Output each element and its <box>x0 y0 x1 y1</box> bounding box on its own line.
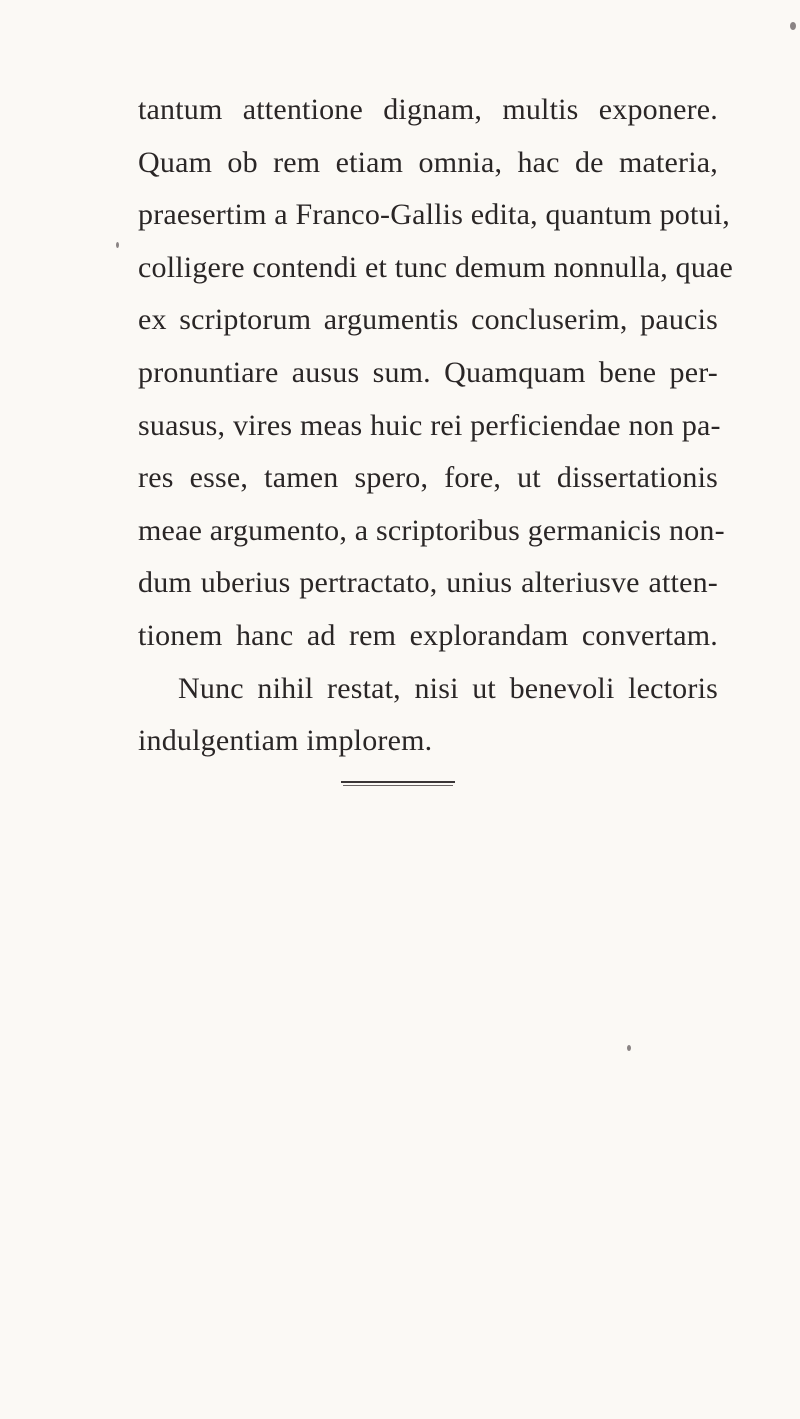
text-line: suasus, vires meas huic rei perficiendae non pa- <box>138 408 721 442</box>
paper-speck <box>627 1045 631 1051</box>
text-line: dum uberius pertractato, unius alteriusve atten- <box>138 566 718 600</box>
paper-speck <box>790 22 796 30</box>
body-text <box>138 84 734 768</box>
text-line: res esse, tamen spero, fore, ut dissertationis <box>138 461 718 495</box>
text-line: indulgentiam implorem. <box>138 724 433 758</box>
text-line: pronuntiare ausus sum. Quamquam bene per- <box>138 355 718 389</box>
text-line: tionem hanc ad rem explorandam convertam. <box>138 618 718 652</box>
closing-rule <box>341 781 455 783</box>
closing-rule-shadow <box>343 785 453 786</box>
text-line: Quam ob rem etiam omnia, hac de materia, <box>138 145 718 179</box>
text-line: Nunc nihil restat, nisi ut benevoli lectoris <box>178 671 718 705</box>
text-line: praesertim a Franco-Gallis edita, quantum potui, <box>138 198 730 232</box>
text-line: colligere contendi et tunc demum nonnulla, quae <box>138 250 734 284</box>
text-line: tantum attentione dignam, multis exponere. <box>138 93 718 126</box>
text-line: meae argumento, a scriptoribus germanicis non- <box>138 513 725 547</box>
text-line: ex scriptorum argumentis concluserim, paucis <box>138 303 718 337</box>
paper-speck <box>116 242 119 248</box>
